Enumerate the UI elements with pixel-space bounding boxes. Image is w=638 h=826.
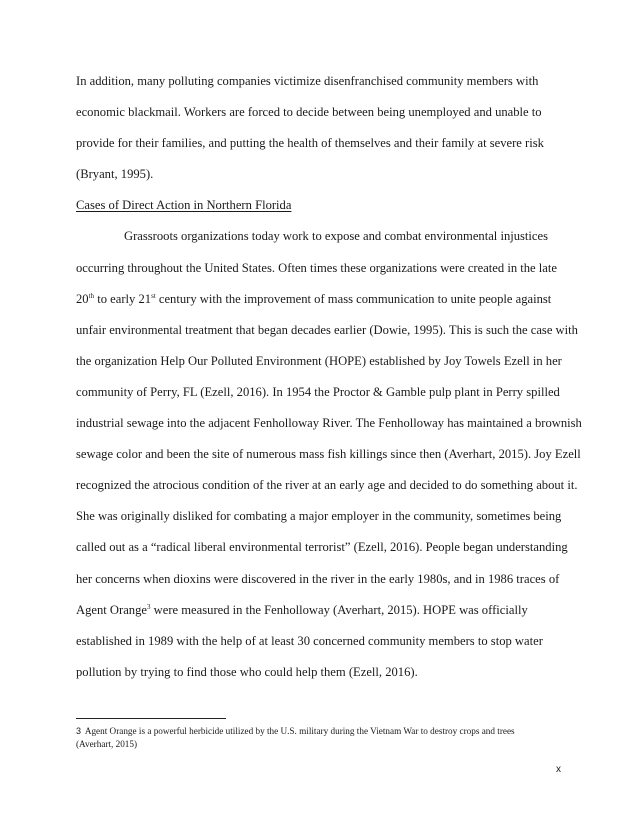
footnote-text: Agent Orange is a powerful herbicide utilized by the U.S. military during the Vietnam War to destroy crops and trees [84,726,515,736]
text-segment: Agent Orange [76,602,147,617]
paragraph-2-line: sewage color and been the site of numerous mass fish killings since then (Averhart, 2015). Joy Ezell [76,447,581,462]
body-text [76,66,582,688]
section-heading-line [76,190,576,221]
text-segment: century with the improvement of mass communication to unite people against [155,291,552,306]
superscript: st [151,291,156,300]
paragraph-2-line: occurring throughout the United States. Often times these organizations were created in the late [76,260,557,275]
footnote-line [76,725,566,738]
paragraph-2-line: recognized the atrocious condition of the river at an early age and decided to do something about it. [76,478,578,493]
text-segment: to early 21 [94,291,152,306]
paragraph-1-line: (Bryant, 1995). [76,167,154,182]
paragraph-2-line: She was originally disliked for combating a major employer in the community, sometimes being [76,509,562,524]
paragraph-1-line: In addition, many polluting companies victimize disenfranchised community members with [76,74,539,88]
section-heading: Cases of Direct Action in Northern Florida [76,198,292,213]
page-number: x [556,764,561,775]
paragraph-2-line: called out as a “radical liberal environmental terrorist” (Ezell, 2016). People began understanding [76,540,568,555]
paragraph-1-line: provide for their families, and putting the health of themselves and their family at severe risk [76,136,544,151]
paragraph-2-line: Grassroots organizations today work to expose and combat environmental injustices [124,229,549,244]
text-segment: 20 [76,291,89,306]
paragraph-1-line: economic blackmail. Workers are forced to decide between being unemployed and unable to [76,105,542,120]
paragraph-2-line: community of Perry, FL (Ezell, 2016). In 1954 the Proctor & Gamble pulp plant in Perry spilled [76,384,560,399]
text-segment: were measured in the Fenholloway (Averhart, 2015). HOPE was officially [150,602,528,617]
footnote-number: 3 [76,726,82,736]
superscript: th [88,291,95,300]
paragraph-2-line: her concerns when dioxins were discovered in the river in the early 1980s, and in 1986 traces of [76,571,560,586]
footnote [76,725,566,751]
paragraph-2-line: pollution by trying to find those who could help them (Ezell, 2016). [76,664,418,679]
footnote-reference: 3 [147,602,151,611]
paragraph-2-line [76,284,576,315]
footnote-separator [76,718,226,719]
paragraph-2-line: the organization Help Our Polluted Environment (HOPE) established by Joy Towels Ezell in her [76,353,562,368]
paragraph-2-line: established in 1989 with the help of at least 30 concerned community members to stop water [76,633,543,648]
paragraph-2-line: industrial sewage into the adjacent Fenholloway River. The Fenholloway has maintained a brownish [76,416,582,431]
paragraph-2-line: unfair environmental treatment that began decades earlier (Dowie, 1995). This is such the case with [76,322,578,337]
paragraph-2-line [76,595,576,626]
footnote-line: (Averhart, 2015) [76,739,138,749]
